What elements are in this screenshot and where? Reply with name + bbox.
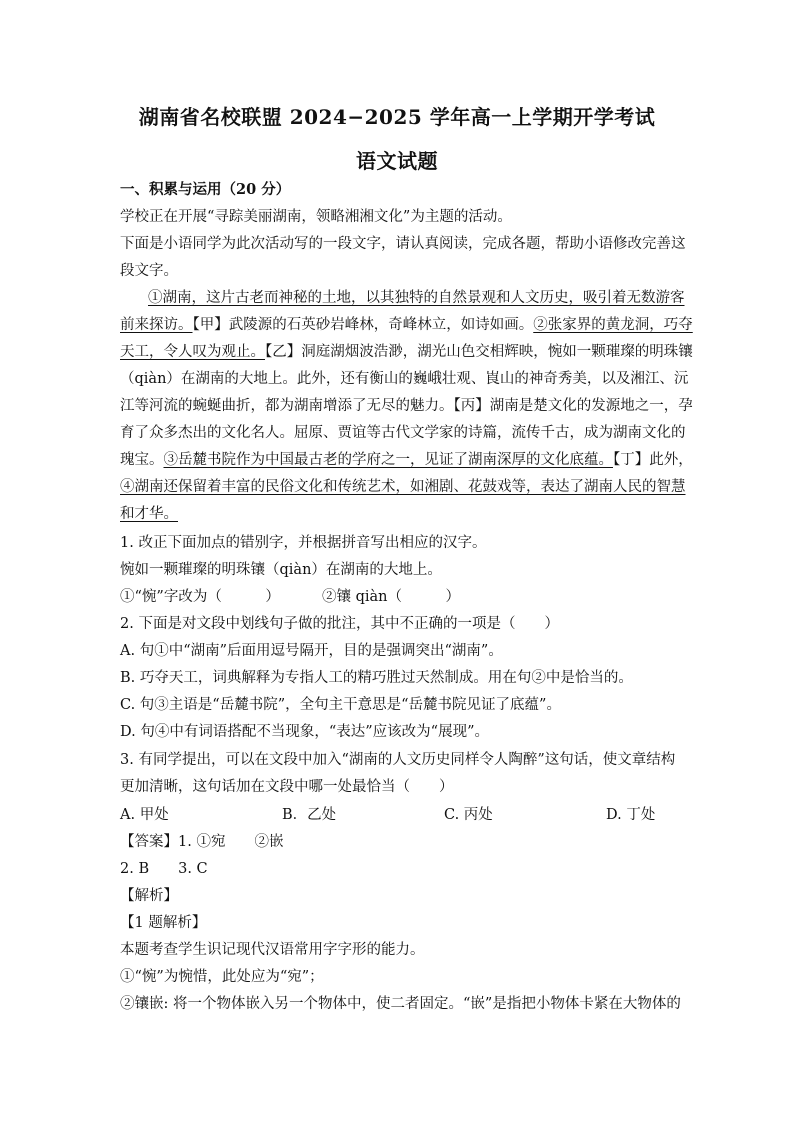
question-3-stem-line-1: 3. 有同学提出，可以在文段中加入“湖南的人文历史同样令人陶醉”这句话，使文章结构 bbox=[120, 752, 676, 768]
passage-line-2 bbox=[120, 315, 693, 335]
underlined-sentence-3: ③岳麓书院作为中国最古老的学府之一，见证了湖南深厚的文化底蕴。 bbox=[163, 452, 613, 468]
passage-text: 【乙】洞庭湖烟波浩渺，湖光山色交相辉映，惋如一颗璀璨的明珠镶 bbox=[265, 344, 693, 360]
question-3-option-a: A. 甲处 bbox=[120, 807, 169, 823]
passage-line-1 bbox=[148, 288, 685, 308]
underlined-sentence-1-end: 前来探访。 bbox=[120, 317, 193, 333]
passage-line-4: （qiàn）在湖南的大地上。此外，还有衡山的巍峨壮观、崀山的神奇秀美，以及湘江、沅 bbox=[120, 371, 689, 387]
passage-line-8 bbox=[120, 477, 686, 497]
answer-line-2: 2. B 3. C bbox=[120, 861, 208, 877]
answer-line-1: 【答案】1. ①宛 ②嵌 bbox=[120, 834, 284, 850]
analysis-paragraph-2: ①“惋”为惋惜，此处应为“宛”； bbox=[120, 969, 324, 985]
question-2-stem: 2. 下面是对文段中划线句子做的批注，其中不正确的一项是（ ） bbox=[120, 616, 559, 632]
passage-line-5: 江等河流的蜿蜒曲折，都为湖南增添了无尽的魅力。【丙】湖南是楚文化的发源地之一，孕 bbox=[120, 398, 693, 414]
question-2-option-d: D. 句④中有词语搭配不当现象，“表达”应该改为“展现”。 bbox=[120, 724, 489, 740]
question-3-stem-line-2: 更加清晰，这句话加在文段中哪一处最恰当（ ） bbox=[120, 779, 454, 795]
passage-line-3 bbox=[120, 342, 693, 362]
exam-title: 湖南省名校联盟 2024−2025 学年高一上学期开学考试 bbox=[138, 105, 656, 129]
analysis-heading: 【解析】 bbox=[120, 888, 178, 904]
question-1-sentence: 惋如一颗璀璨的明珠镶（qiàn）在湖南的大地上。 bbox=[120, 562, 442, 578]
underlined-sentence-2-end: 天工，令人叹为观止。 bbox=[120, 344, 265, 360]
passage-line-9 bbox=[120, 504, 680, 524]
passage-text: 瑰宝。 bbox=[120, 452, 164, 468]
underlined-sentence-2: ②张家界的黄龙洞，巧夺 bbox=[533, 317, 693, 333]
section-heading: 一、积累与运用（20 分） bbox=[120, 181, 291, 198]
passage-text: 【甲】武陵源的石英砂岩峰林，奇峰林立，如诗如画。 bbox=[192, 317, 534, 333]
question-2-option-b: B. 巧夺天工，词典解释为专指人工的精巧胜过天然制成。用在句②中是恰当的。 bbox=[120, 670, 633, 686]
analysis-subheading: 【1 题解析】 bbox=[120, 915, 207, 931]
passage-line-6: 育了众多杰出的文化名人。屈原、贾谊等古代文学家的诗篇，流传千古，成为湖南文化的 bbox=[120, 425, 686, 441]
question-3-option-c: C. 丙处 bbox=[444, 807, 493, 823]
question-1-blank-2: ②镶 qiàn（ ） bbox=[322, 589, 461, 605]
analysis-paragraph-3: ②镶嵌: 将一个物体嵌入另一个物体中，使二者固定。“嵌”是指把小物体卡紧在大物体的 bbox=[120, 996, 681, 1012]
question-3-option-d: D. 丁处 bbox=[606, 807, 656, 823]
activity-intro: 学校正在开展“寻踪美丽湖南，领略湘湘文化”为主题的活动。 bbox=[120, 209, 512, 225]
question-1-stem: 1. 改正下面加点的错别字，并根据拼音写出相应的汉字。 bbox=[120, 535, 487, 551]
instruction-line-2: 段文字。 bbox=[120, 263, 178, 279]
question-2-option-c: C. 句③主语是“岳麓书院”，全句主干意思是“岳麓书院见证了底蕴”。 bbox=[120, 697, 561, 713]
question-1-blank-1: ①“惋”字改为（ ） bbox=[120, 589, 280, 605]
question-2-option-a: A. 句①中“湖南”后面用逗号隔开，目的是强调突出“湖南”。 bbox=[120, 643, 503, 659]
exam-subtitle: 语文试题 bbox=[356, 149, 438, 173]
analysis-paragraph-1: 本题考查学生识记现代汉语常用字字形的能力。 bbox=[120, 942, 425, 958]
passage-line-7 bbox=[120, 450, 693, 470]
underlined-sentence-4: ④湖南还保留着丰富的民俗文化和传统艺术，如湘剧、花鼓戏等，表达了湖南人民的智慧 bbox=[120, 479, 686, 495]
underlined-sentence-4-end: 和才华。 bbox=[120, 506, 178, 522]
underlined-sentence-1: ①湖南，这片古老而神秘的土地，以其独特的自然景观和人文历史，吸引着无数游客 bbox=[148, 290, 685, 306]
question-3-option-b: B．乙处 bbox=[282, 807, 337, 823]
passage-text: 【丁】此外， bbox=[613, 452, 693, 468]
instruction-line-1: 下面是小语同学为此次活动写的一段文字，请认真阅读，完成各题，帮助小语修改完善这 bbox=[120, 236, 686, 252]
